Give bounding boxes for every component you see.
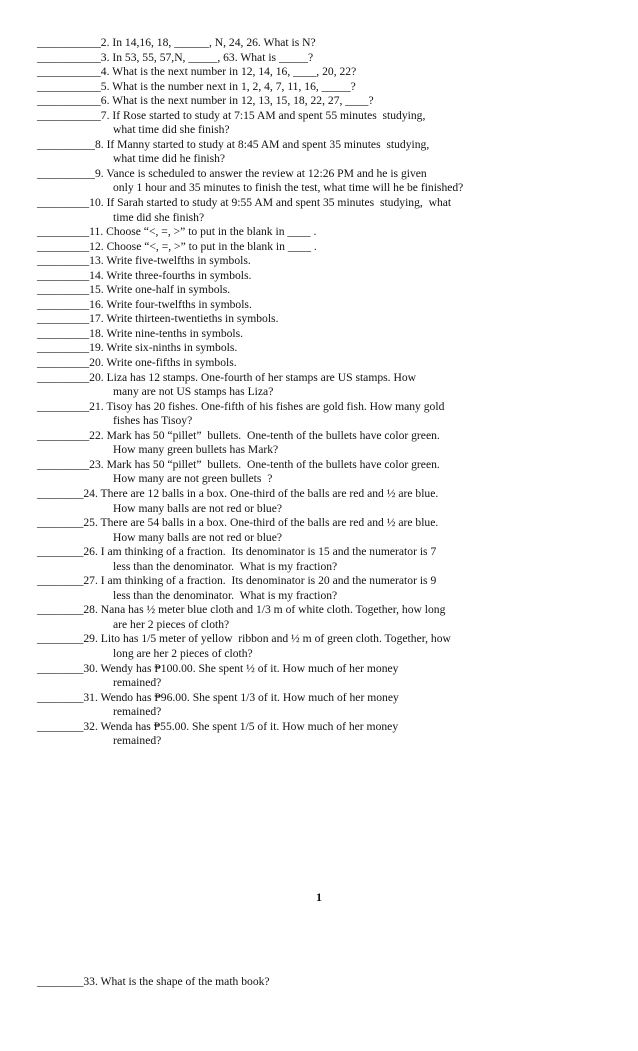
- question-item: [37, 429, 597, 458]
- question-text: ___________4. What is the next number in 12, 14, 16, ____, 20, 22?: [37, 65, 357, 79]
- question-item: [37, 487, 597, 516]
- question-item: [37, 327, 597, 342]
- question-text-continued: time did she finish?: [113, 210, 205, 224]
- question-text-continued: remained?: [113, 676, 162, 690]
- question-text: ________31. Wendo has ₱96.00. She spent 1/3 of it. How much of her money: [37, 690, 399, 704]
- question-item: [37, 341, 597, 356]
- question-text: ________32. Wenda has ₱55.00. She spent 1/5 of it. How much of her money: [37, 719, 399, 733]
- question-item: [37, 254, 597, 269]
- question-text: _________23. Mark has 50 “pillet” bullets. One-tenth of the bullets have color green.: [37, 457, 440, 471]
- question-item: [37, 51, 597, 66]
- question-item: [37, 109, 597, 138]
- question-item: [37, 603, 597, 632]
- question-item: [37, 80, 597, 95]
- question-item: [37, 312, 597, 327]
- question-item: [37, 65, 597, 80]
- question-text: ___________5. What is the number next in 1, 2, 4, 7, 11, 16, _____?: [37, 79, 356, 93]
- question-item: [37, 94, 597, 109]
- question-item: [37, 240, 597, 255]
- question-text: _________12. Choose “<, =, >” to put in the blank in ____ .: [37, 239, 317, 253]
- question-text: _________17. Write thirteen-twentieths in symbols.: [37, 312, 279, 326]
- question-text: _________10. If Sarah started to study at 9:55 AM and spent 35 minutes studying, what: [37, 196, 452, 210]
- question-text: _________15. Write one-half in symbols.: [37, 283, 231, 297]
- question-item: [37, 720, 597, 749]
- question-text: ________24. There are 12 balls in a box. One-third of the balls are red and ½ are blue.: [37, 486, 439, 500]
- next-page-question: ________33. What is the shape of the math book?: [37, 975, 270, 988]
- page-number: 1: [316, 890, 322, 904]
- question-text-continued: How many are not green bullets ?: [113, 472, 273, 486]
- question-item: [37, 36, 597, 51]
- question-text: _________20. Write one-fifths in symbols.: [37, 356, 237, 370]
- question-text: _________22. Mark has 50 “pillet” bullets. One-tenth of the bullets have color green.: [37, 428, 440, 442]
- question-item: [37, 574, 597, 603]
- question-text-continued: How many green bullets has Mark?: [113, 443, 279, 457]
- question-item: [37, 400, 597, 429]
- question-text-continued: remained?: [113, 705, 162, 719]
- question-text-continued: fishes has Tisoy?: [113, 414, 193, 428]
- question-list: [37, 36, 597, 749]
- question-item: [37, 196, 597, 225]
- question-item: [37, 138, 597, 167]
- question-text: ________30. Wendy has ₱100.00. She spent ½ of it. How much of her money: [37, 661, 399, 675]
- question-text-continued: what time did she finish?: [113, 123, 230, 137]
- question-text: __________8. If Manny started to study at 8:45 AM and spent 35 minutes studying,: [37, 137, 430, 151]
- question-text-continued: How many balls are not red or blue?: [113, 501, 283, 515]
- question-item: [37, 356, 597, 371]
- question-text: _________18. Write nine-tenths in symbols.: [37, 326, 244, 340]
- question-text: _________11. Choose “<, =, >” to put in the blank in ____ .: [37, 225, 317, 239]
- question-text: _________13. Write five-twelfths in symbols.: [37, 254, 251, 268]
- question-text: _________16. Write four-twelfths in symbols.: [37, 297, 252, 311]
- question-text-continued: are her 2 pieces of cloth?: [113, 617, 230, 631]
- question-text-continued: long are her 2 pieces of cloth?: [113, 646, 253, 660]
- question-text-continued: remained?: [113, 734, 162, 748]
- question-text: ________29. Lito has 1/5 meter of yellow ribbon and ½ m of green cloth. Together, how: [37, 632, 451, 646]
- question-text-continued: less than the denominator. What is my fraction?: [113, 559, 338, 573]
- question-item: [37, 516, 597, 545]
- question-text: ___________3. In 53, 55, 57,N, _____, 63. What is _____?: [37, 50, 314, 64]
- question-text: ________25. There are 54 balls in a box. One-third of the balls are red and ½ are blue.: [37, 516, 439, 530]
- question-text: ___________7. If Rose started to study at 7:15 AM and spent 55 minutes studying,: [37, 108, 426, 122]
- question-text: ___________2. In 14,16, 18, ______, N, 24, 26. What is N?: [37, 36, 316, 49]
- question-text-continued: How many balls are not red or blue?: [113, 530, 283, 544]
- question-item: [37, 167, 597, 196]
- question-text: _________19. Write six-ninths in symbols.: [37, 341, 238, 355]
- question-item: [37, 632, 597, 661]
- question-item: [37, 283, 597, 298]
- question-item: [37, 691, 597, 720]
- question-text: _________21. Tisoy has 20 fishes. One-fifth of his fishes are gold fish. How many gold: [37, 399, 445, 413]
- question-text-continued: only 1 hour and 35 minutes to finish the test, what time will he be finished?: [113, 181, 464, 195]
- question-text: ________26. I am thinking of a fraction. Its denominator is 15 and the numerator is 7: [37, 545, 437, 559]
- question-item: [37, 298, 597, 313]
- question-item: [37, 545, 597, 574]
- question-text: ________28. Nana has ½ meter blue cloth and 1/3 m of white cloth. Together, how long: [37, 603, 446, 617]
- question-item: [37, 458, 597, 487]
- question-text: _________14. Write three-fourths in symbols.: [37, 268, 252, 282]
- question-text: ___________6. What is the next number in 12, 13, 15, 18, 22, 27, ____?: [37, 94, 374, 108]
- question-text: _________20. Liza has 12 stamps. One-fourth of her stamps are US stamps. How: [37, 370, 416, 384]
- question-item: [37, 225, 597, 240]
- question-text: __________9. Vance is scheduled to answer the review at 12:26 PM and he is given: [37, 166, 427, 180]
- question-item: [37, 371, 597, 400]
- question-text-continued: many are not US stamps has Liza?: [113, 385, 274, 399]
- question-text: ________27. I am thinking of a fraction. Its denominator is 20 and the numerator is 9: [37, 574, 437, 588]
- question-item: [37, 662, 597, 691]
- question-text-continued: less than the denominator. What is my fraction?: [113, 588, 338, 602]
- question-item: [37, 269, 597, 284]
- question-text-continued: what time did he finish?: [113, 152, 226, 166]
